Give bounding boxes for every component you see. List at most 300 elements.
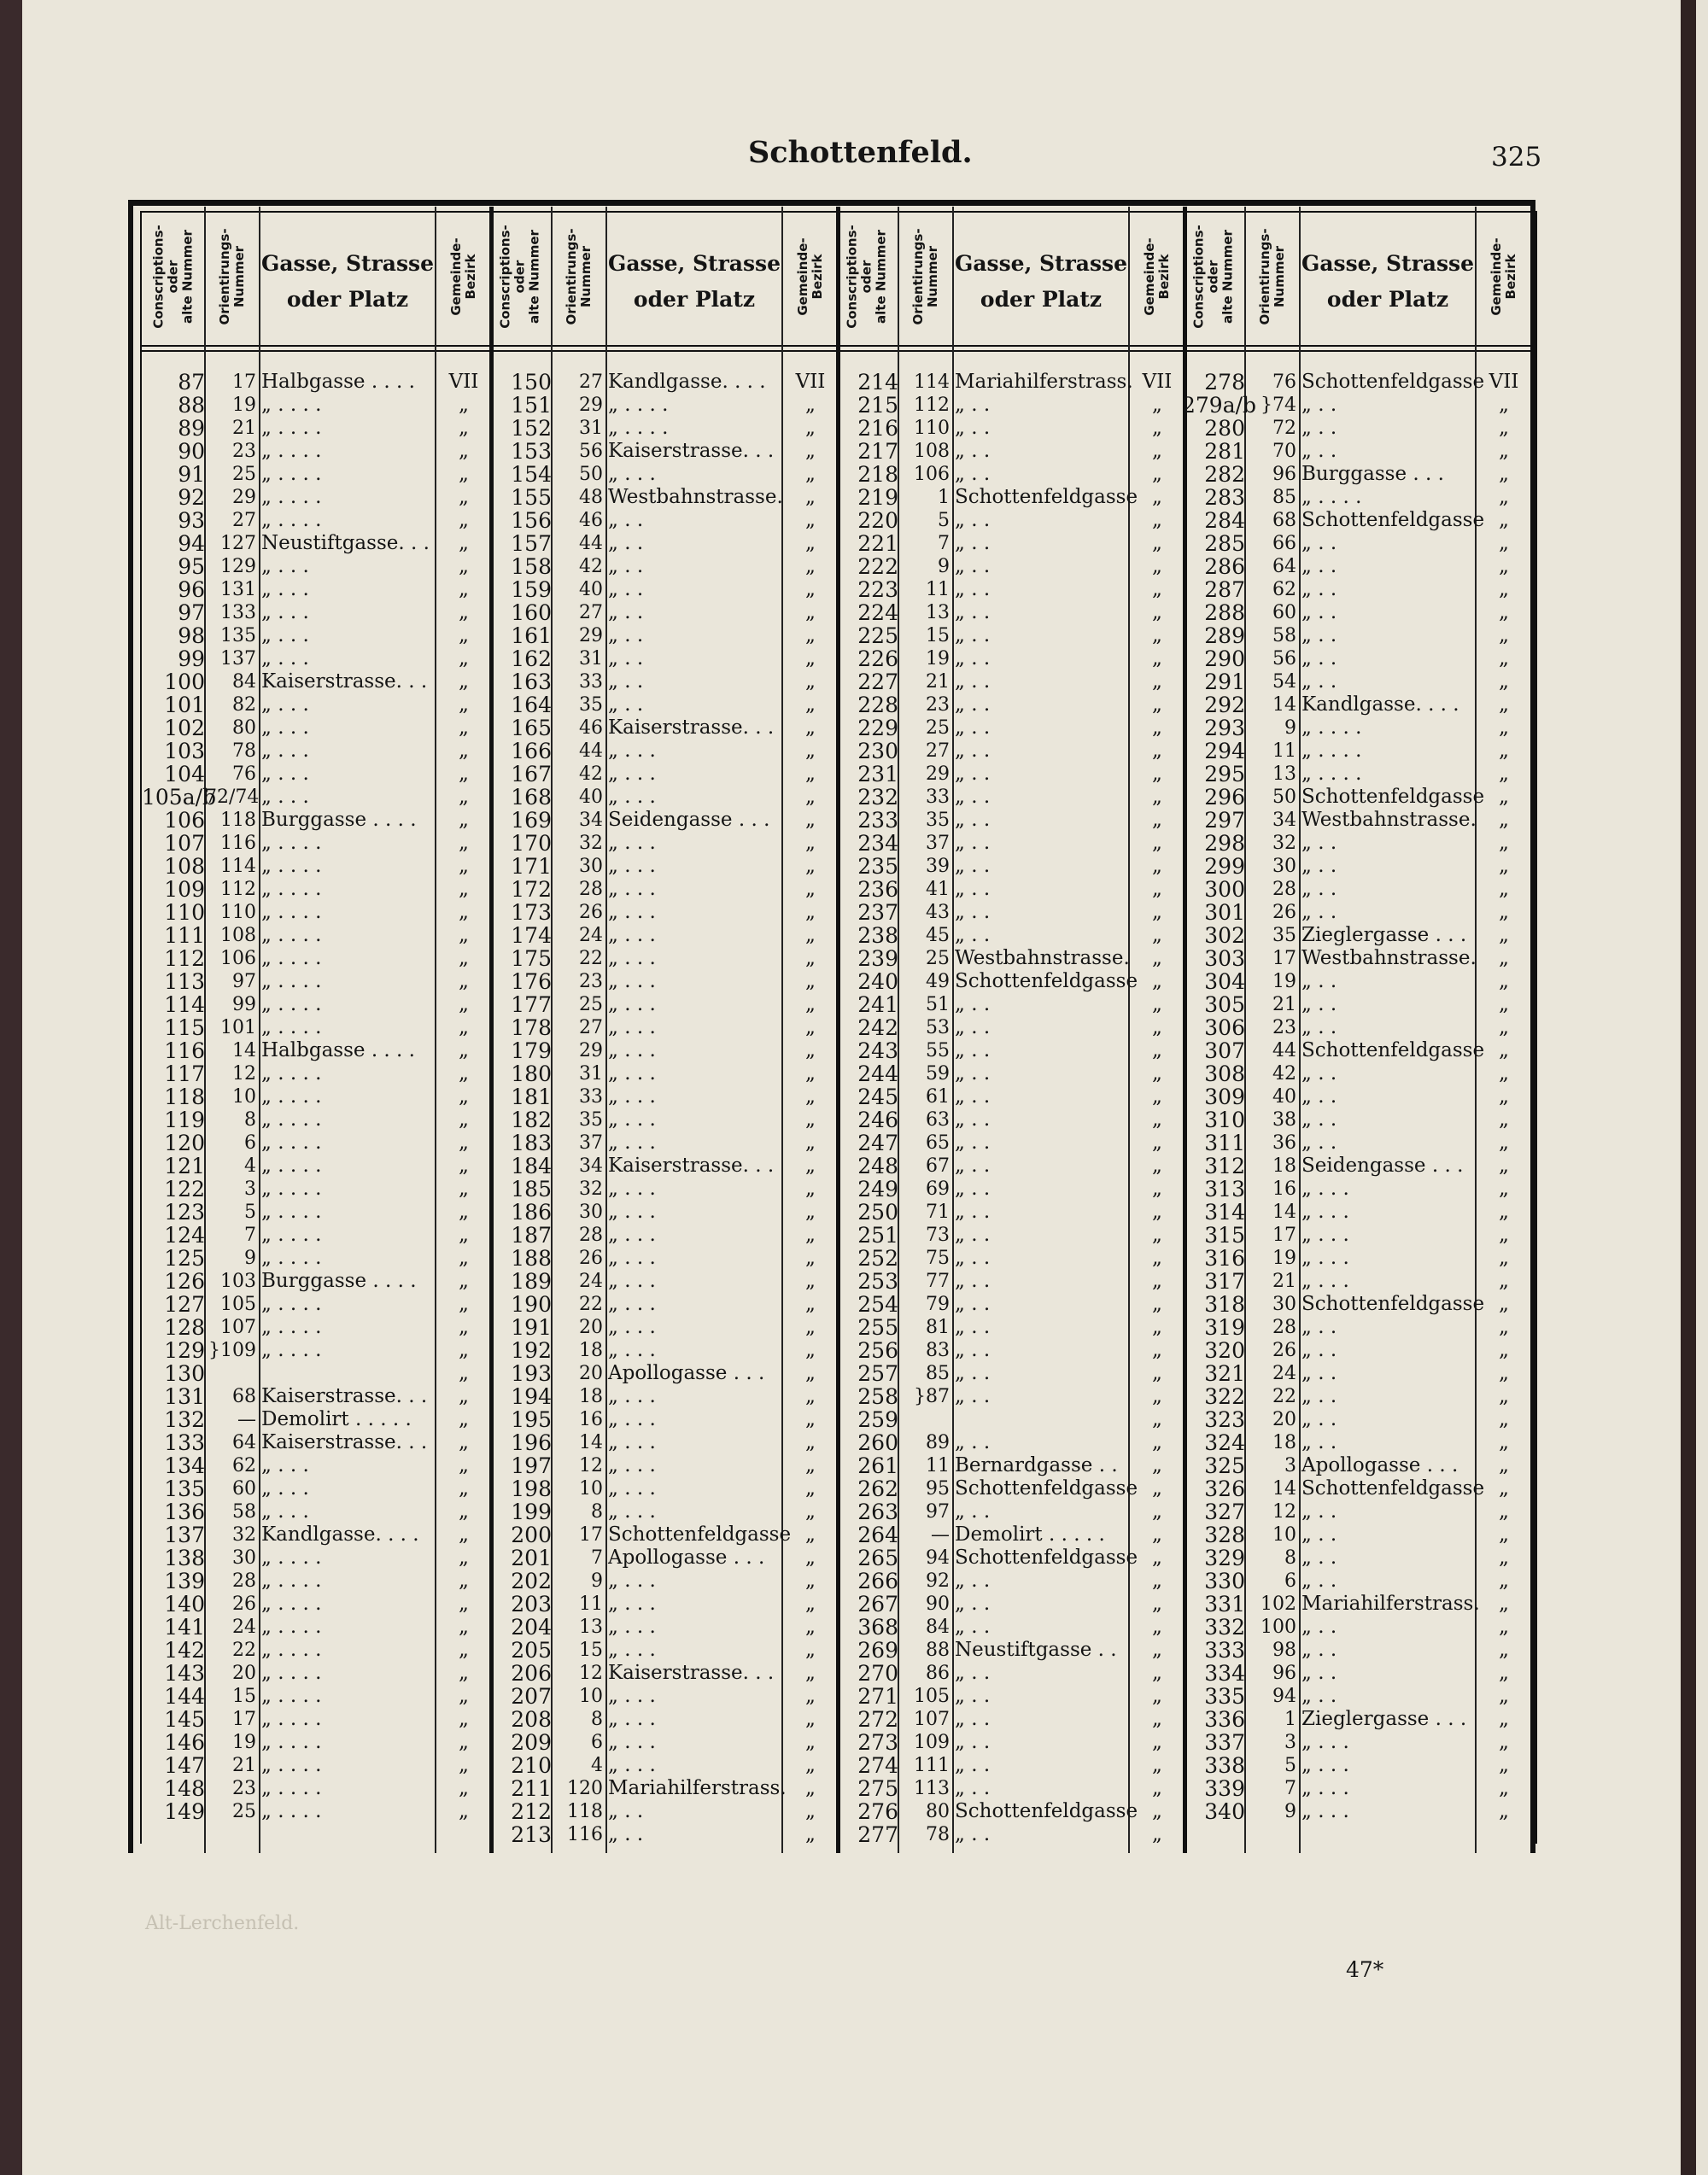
table-row	[1182, 486, 1532, 509]
orientation-number: 29	[579, 625, 603, 646]
street-name: Kaiserstrasse. . .	[261, 1431, 428, 1453]
conscription-number: 280	[1204, 416, 1245, 441]
conscription-number: 325	[1204, 1453, 1245, 1478]
street-name: „ . . .	[608, 1616, 656, 1638]
district: „	[459, 1178, 469, 1200]
orientation-number: 84	[926, 1617, 950, 1638]
column-header-conscription	[488, 213, 552, 340]
orientation-number: 106	[914, 464, 950, 485]
street-name: „ . .	[608, 693, 644, 716]
district: „	[1152, 1823, 1162, 1845]
table-row	[835, 1454, 1185, 1477]
conscription-number: 327	[1204, 1500, 1245, 1524]
conscription-number: 306	[1204, 1015, 1245, 1040]
conscription-number: 150	[511, 370, 552, 395]
table-row	[488, 1708, 839, 1731]
conscription-number: 200	[511, 1523, 552, 1547]
orientation-number: 15	[579, 1640, 603, 1661]
conscription-number: 330	[1204, 1569, 1245, 1593]
district: „	[459, 601, 469, 623]
conscription-number: 293	[1204, 716, 1245, 740]
conscription-number: 244	[857, 1061, 898, 1086]
orientation-number: 44	[1272, 1040, 1296, 1061]
conscription-number: 290	[1204, 646, 1245, 671]
conscription-number: 185	[511, 1177, 552, 1202]
district: „	[459, 1523, 469, 1546]
table-row	[142, 1523, 492, 1546]
conscription-number: 87	[178, 370, 205, 395]
street-name: „ . .	[1301, 970, 1337, 992]
district: „	[459, 786, 469, 808]
conscription-number: 147	[164, 1753, 205, 1778]
street-name: „ . .	[955, 809, 991, 831]
street-name: Westbahnstrasse.	[1301, 947, 1477, 969]
conscription-number: 234	[857, 831, 898, 856]
street-name: „ . .	[955, 1247, 991, 1269]
table-row	[1182, 1546, 1532, 1570]
column-header-orientation	[898, 213, 953, 340]
table-row	[1182, 1731, 1532, 1754]
district: „	[1499, 1477, 1509, 1500]
district: „	[459, 1155, 469, 1177]
district: „	[459, 1062, 469, 1085]
table-row	[1182, 440, 1532, 463]
street-name: „ . .	[1301, 1131, 1337, 1154]
street-name: „ . . . .	[261, 878, 322, 900]
conscription-number: 278	[1204, 370, 1245, 395]
district: „	[459, 463, 469, 485]
street-name: „ . .	[955, 786, 991, 808]
district: „	[805, 440, 816, 462]
street-name: Neustiftgasse . .	[955, 1639, 1117, 1661]
table-row	[835, 1662, 1185, 1685]
table-row	[1182, 970, 1532, 993]
table-row	[1182, 716, 1532, 740]
street-name: Westbahnstrasse.	[1301, 809, 1477, 831]
street-name: „ . . .	[1301, 1731, 1349, 1753]
street-name: Seidengasse . . .	[608, 809, 770, 831]
district: „	[1499, 463, 1509, 485]
orientation-number: 26	[232, 1593, 256, 1615]
district: „	[1499, 1616, 1509, 1638]
table-row	[1182, 578, 1532, 601]
table-row	[488, 647, 839, 670]
conscription-number: 273	[857, 1730, 898, 1755]
orientation-number: 20	[232, 1663, 256, 1684]
conscription-number: 295	[1204, 762, 1245, 786]
orientation-number: 36	[1272, 1132, 1296, 1154]
table-row	[488, 832, 839, 855]
table-row	[142, 1316, 492, 1339]
table-row	[1182, 809, 1532, 832]
table-row	[1182, 740, 1532, 763]
conscription-number: 107	[164, 831, 205, 856]
district: „	[1499, 1224, 1509, 1246]
conscription-number: 275	[857, 1776, 898, 1801]
street-name: „ . .	[955, 1431, 991, 1453]
orientation-number: 27	[579, 371, 603, 393]
conscription-number: 321	[1204, 1361, 1245, 1386]
street-name: „ . . .	[608, 924, 656, 946]
orientation-number: 107	[914, 1709, 950, 1730]
orientation-number: 12	[232, 1063, 256, 1085]
table-row	[835, 1823, 1185, 1846]
conscription-number: 144	[164, 1684, 205, 1709]
conscription-number: 176	[511, 969, 552, 994]
street-name: „ . . .	[608, 1293, 656, 1315]
orientation-number: 79	[926, 1294, 950, 1315]
district: „	[1499, 1085, 1509, 1108]
conscription-number: 208	[511, 1707, 552, 1732]
table-rows	[488, 371, 839, 1846]
street-name: Mariahilferstrass.	[1301, 1593, 1480, 1615]
orientation-number: 73	[926, 1225, 950, 1246]
table-row	[1182, 394, 1532, 417]
district: VII	[1142, 371, 1173, 393]
table-row	[835, 1385, 1185, 1408]
table-row	[488, 578, 839, 601]
table-row	[835, 1754, 1185, 1777]
conscription-number: 241	[857, 992, 898, 1017]
conscription-number: 141	[164, 1615, 205, 1640]
conscription-number: 203	[511, 1592, 552, 1617]
street-name: „ . . .	[261, 624, 309, 646]
district: „	[805, 1316, 816, 1338]
table-row	[1182, 1339, 1532, 1362]
district: „	[459, 1593, 469, 1615]
orientation-number: 76	[1272, 371, 1296, 393]
orientation-number: 11	[926, 579, 950, 600]
conscription-number: 130	[164, 1361, 205, 1386]
district: „	[459, 855, 469, 877]
district: „	[459, 440, 469, 462]
table-row	[142, 1155, 492, 1178]
street-name: „ . .	[1301, 624, 1337, 646]
conscription-number: 256	[857, 1338, 898, 1363]
orientation-number: 66	[1272, 533, 1296, 554]
district: „	[1499, 1270, 1509, 1292]
orientation-number: 21	[1272, 1271, 1296, 1292]
orientation-number: 62	[1272, 579, 1296, 600]
orientation-number: 27	[926, 740, 950, 762]
street-name: „ . .	[1301, 1016, 1337, 1038]
table-row	[142, 1685, 492, 1708]
table-row	[142, 601, 492, 624]
district: „	[1499, 1708, 1509, 1730]
district: „	[805, 1339, 816, 1361]
table-row	[488, 1685, 839, 1708]
street-name: „ . . .	[608, 1477, 656, 1500]
district: „	[1152, 693, 1162, 716]
table-row	[1182, 1754, 1532, 1777]
table-row	[835, 693, 1185, 716]
orientation-number: 137	[220, 648, 256, 669]
table-row	[835, 993, 1185, 1016]
orientation-number: 11	[926, 1455, 950, 1476]
district: „	[805, 1131, 816, 1154]
street-name: „ . . .	[608, 1500, 656, 1523]
conscription-number: 258	[857, 1384, 898, 1409]
district: „	[1152, 1616, 1162, 1638]
district: „	[805, 1708, 816, 1730]
district: „	[1152, 1754, 1162, 1776]
orientation-number: 15	[232, 1686, 256, 1707]
conscription-number: 245	[857, 1085, 898, 1109]
district: „	[805, 1224, 816, 1246]
orientation-number: 98	[1272, 1640, 1296, 1661]
street-name: „ . . . .	[261, 1708, 322, 1730]
district: „	[1499, 647, 1509, 669]
orientation-number: 1	[938, 487, 950, 508]
district: „	[805, 786, 816, 808]
orientation-number: 32	[579, 833, 603, 854]
orientation-number: 62	[232, 1455, 256, 1476]
conscription-number: 340	[1204, 1799, 1245, 1824]
table-row	[142, 901, 492, 924]
street-name: „ . .	[1301, 1339, 1337, 1361]
district: „	[805, 1085, 816, 1108]
orientation-number: 42	[1272, 1063, 1296, 1085]
table-row	[142, 1270, 492, 1293]
street-name: „ . .	[955, 1224, 991, 1246]
table-row	[142, 1731, 492, 1754]
table-row	[1182, 1270, 1532, 1293]
district: „	[1499, 1800, 1509, 1822]
table-row	[1182, 1293, 1532, 1316]
street-name: „ . .	[955, 993, 991, 1015]
orientation-number: 51	[926, 994, 950, 1015]
table-row	[488, 1477, 839, 1500]
conscription-number: 121	[164, 1154, 205, 1178]
table-row	[1182, 1131, 1532, 1155]
conscription-number: 157	[511, 531, 552, 556]
orientation-number: 55	[926, 1040, 950, 1061]
table-row	[142, 809, 492, 832]
table-row	[1182, 1178, 1532, 1201]
table-row	[835, 394, 1185, 417]
column-header-label: Conscriptions- oder alte Nummer	[844, 225, 889, 329]
conscription-number: 230	[857, 739, 898, 763]
orientation-number: 108	[914, 441, 950, 462]
orientation-number: 31	[579, 1063, 603, 1085]
conscription-number: 133	[164, 1430, 205, 1455]
district: „	[805, 1247, 816, 1269]
district: „	[1499, 1639, 1509, 1661]
street-name: „ . .	[955, 1293, 991, 1315]
table-row	[142, 1546, 492, 1570]
orientation-number: 17	[232, 1709, 256, 1730]
street-name: Mariahilferstrass.	[955, 371, 1133, 393]
conscription-number: 169	[511, 808, 552, 833]
column-header-label: Conscriptions- oder alte Nummer	[1190, 225, 1236, 329]
street-name: „ . . .	[608, 970, 656, 992]
orientation-number: 99	[232, 994, 256, 1015]
column-header-label: Gasse, Strasse oder Platz	[260, 251, 435, 312]
district: „	[1499, 740, 1509, 762]
street-name: „ . . .	[608, 1385, 656, 1407]
table-row	[142, 1754, 492, 1777]
street-name: „ . . .	[608, 901, 656, 923]
orientation-number: 68	[1272, 510, 1296, 531]
orientation-number: 33	[579, 1086, 603, 1108]
district: „	[459, 1316, 469, 1338]
street-name: „ . .	[1301, 901, 1337, 923]
orientation-number: 58	[1272, 625, 1296, 646]
orientation-number: 10	[232, 1086, 256, 1108]
page-number: 325	[1491, 142, 1542, 172]
district: „	[1499, 670, 1509, 693]
district: „	[1152, 1731, 1162, 1753]
table-row	[488, 1385, 839, 1408]
orientation-number: 28	[1272, 1317, 1296, 1338]
street-name: „ . . .	[608, 1224, 656, 1246]
column-header-street	[1300, 213, 1476, 340]
conscription-number: 160	[511, 600, 552, 625]
table-row	[1182, 371, 1532, 394]
street-name: „ . .	[955, 1339, 991, 1361]
orientation-number: 33	[926, 786, 950, 808]
orientation-number: 29	[579, 395, 603, 416]
orientation-number: 61	[926, 1086, 950, 1108]
table-row	[142, 1362, 492, 1385]
conscription-number: 265	[857, 1546, 898, 1570]
orientation-number: 22	[579, 948, 603, 969]
conscription-number: 257	[857, 1361, 898, 1386]
table-row	[488, 1523, 839, 1546]
orientation-number: 7	[591, 1547, 603, 1569]
conscription-number: 153	[511, 439, 552, 464]
district: „	[805, 1823, 816, 1845]
district: „	[1499, 1247, 1509, 1269]
street-name: „ . .	[1301, 647, 1337, 669]
table-rows	[1182, 371, 1532, 1823]
table-row	[1182, 1247, 1532, 1270]
orientation-number: 21	[232, 418, 256, 439]
conscription-number: 210	[511, 1753, 552, 1778]
district: „	[1499, 855, 1509, 877]
street-name: „ . . .	[608, 1593, 656, 1615]
street-name: „ . . . .	[261, 1062, 322, 1085]
street-name: „ . . . .	[261, 417, 322, 439]
street-name: „ . .	[1301, 1616, 1337, 1638]
district: „	[459, 901, 469, 923]
district: „	[1152, 624, 1162, 646]
orientation-number: 22	[232, 1640, 256, 1661]
district: „	[459, 947, 469, 969]
orientation-number: 110	[914, 418, 950, 439]
table-block-4	[1182, 207, 1532, 1853]
table-row	[488, 1016, 839, 1039]
district: „	[805, 1155, 816, 1177]
conscription-number: 183	[511, 1131, 552, 1155]
district: „	[1152, 1639, 1162, 1661]
district: „	[805, 693, 816, 716]
table-row	[835, 1224, 1185, 1247]
street-name: „ . . . .	[261, 1247, 322, 1269]
street-name: „ . . . .	[261, 1593, 322, 1615]
orientation-number: 54	[1272, 671, 1296, 693]
orientation-number: 24	[579, 1271, 603, 1292]
table-row	[488, 786, 839, 809]
table-row	[1182, 1616, 1532, 1639]
street-name: „ . . . .	[261, 463, 322, 485]
district: „	[805, 1454, 816, 1476]
conscription-number: 105a/b	[142, 785, 217, 810]
conscription-number: 182	[511, 1108, 552, 1132]
column-header-orientation	[205, 213, 260, 340]
table-row	[1182, 1639, 1532, 1662]
orientation-number: 63	[926, 1109, 950, 1131]
orientation-number: 34	[579, 1155, 603, 1177]
orientation-number: 7	[1284, 1778, 1296, 1799]
table-row	[835, 670, 1185, 693]
table-row	[1182, 1523, 1532, 1546]
column-header-label: Gasse, Strasse oder Platz	[954, 251, 1128, 312]
street-name: „ . .	[1301, 1500, 1337, 1523]
table-row	[1182, 1385, 1532, 1408]
orientation-number: 30	[1272, 1294, 1296, 1315]
table-row	[488, 1270, 839, 1293]
street-name: „ . .	[955, 1593, 991, 1615]
street-name: „ . .	[955, 924, 991, 946]
conscription-number: 255	[857, 1315, 898, 1340]
orientation-number: 44	[579, 740, 603, 762]
table-row	[142, 716, 492, 740]
table-row	[835, 1016, 1185, 1039]
orientation-number: 21	[232, 1755, 256, 1776]
orientation-number: 83	[926, 1340, 950, 1361]
orientation-number: 116	[567, 1824, 603, 1845]
table-row	[142, 417, 492, 440]
conscription-number: 216	[857, 416, 898, 441]
table-row	[142, 855, 492, 878]
conscription-number: 316	[1204, 1246, 1245, 1271]
district: „	[1499, 578, 1509, 600]
district: „	[459, 716, 469, 739]
district: „	[805, 901, 816, 923]
district: „	[1152, 670, 1162, 693]
table-row	[1182, 1570, 1532, 1593]
district: „	[805, 878, 816, 900]
table-row	[488, 809, 839, 832]
district: „	[1152, 1454, 1162, 1476]
orientation-number: 95	[926, 1478, 950, 1500]
conscription-number: 132	[164, 1407, 205, 1432]
table-row	[835, 647, 1185, 670]
orientation-number: 53	[926, 1017, 950, 1038]
column-header-label: Conscriptions- oder alte Nummer	[150, 225, 196, 329]
orientation-number: 23	[579, 971, 603, 992]
conscription-number: 140	[164, 1592, 205, 1617]
district: „	[1499, 1155, 1509, 1177]
table-row	[835, 1039, 1185, 1062]
district: „	[805, 509, 816, 531]
district: „	[459, 763, 469, 785]
table-row	[488, 763, 839, 786]
street-name: „ . . . .	[261, 394, 322, 416]
table-row	[835, 878, 1185, 901]
street-name: „ . . . .	[261, 1546, 322, 1569]
table-row	[488, 1616, 839, 1639]
table-row	[835, 716, 1185, 740]
conscription-number: 276	[857, 1799, 898, 1824]
district: „	[1499, 601, 1509, 623]
orientation-number: 19	[232, 1732, 256, 1753]
conscription-number: 181	[511, 1085, 552, 1109]
street-name: „ . .	[1301, 832, 1337, 854]
district: „	[459, 417, 469, 439]
book-spine	[0, 0, 22, 2175]
